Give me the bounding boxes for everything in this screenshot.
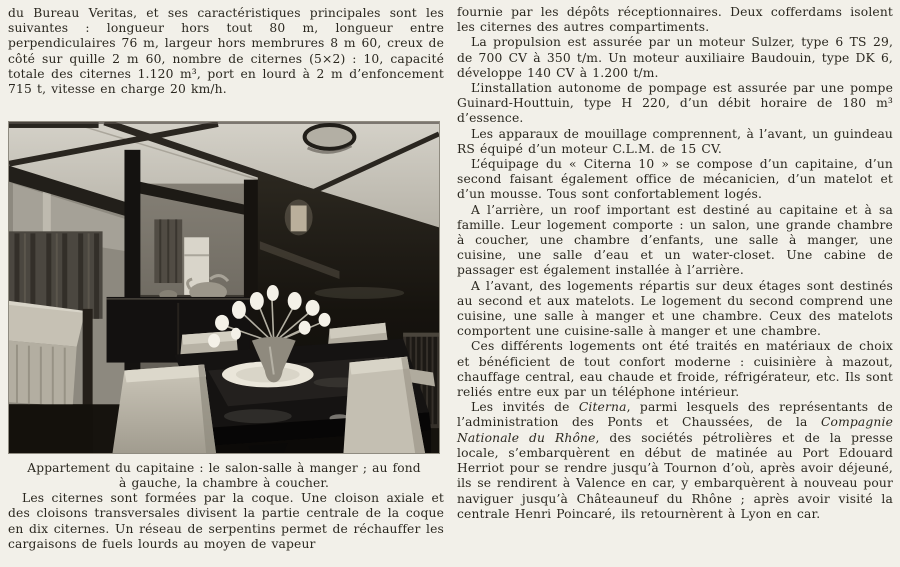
chair-front-left	[113, 365, 217, 453]
wall-sconce	[291, 206, 307, 232]
paragraph-citernes: Les citernes sont formées par la coque. Une cloison axiale et des cloisons transversales divisent la partie centrale de la coque en dix citernes. Un réseau de serpentins permet de réchauffer les cargaisons de fuels lourds au moyen de vapeur	[8, 491, 444, 551]
left-column	[8, 0, 444, 552]
ceiling-lamp	[305, 125, 355, 152]
paragraph-invites	[457, 400, 893, 522]
paragraph-pompage: L’installation autonome de pompage est assurée par une pompe Guinard-Houttuin, type H 220, d’un débit horaire de 180 m³ d’essence.	[457, 81, 893, 126]
photo-caption	[8, 461, 440, 491]
text-segment-italic-citerna: Citerna	[578, 400, 627, 415]
paragraph-roof-arriere: A l’arrière, un roof important est destiné au capitaine et à sa famille. Leur logement comporte : un salon, une grande chambre à coucher, une chambre d’enfants, une salle à manger, une cuisine, une salle d’eau et un water-closet. Une cabine de passager est également installée à l’arrière.	[457, 202, 893, 278]
paragraph-propulsion: La propulsion est assurée par un moteur Sulzer, type 6 TS 29, de 700 CV à 350 t/m. Un moteur auxiliaire Baudouin, type DK 6, développe 140 CV à 1.200 t/m.	[457, 35, 893, 80]
text-segment: Les invités de	[471, 400, 579, 415]
text-segment: , des sociétés pétrolières et de la presse locale, s’embarquèrent en début de matinée au Port Edouard Herriot pour se rendre jusqu’à Tournon d’où, après avoir déjeuné, ils se rendirent à Valence en car, y embarquèrent à nouveau pour naviguer jusqu’à Châteauneuf du Rhône ; après avoir visité la centrale Henri Poincaré, ils retournèrent à Lyon en car.	[457, 430, 893, 521]
paragraph-confort: Ces différents logements ont été traités en matériaux de choix et bénéficient de tout confort moderne : cuisinière à mazout, chauffage central, eau chaude et froide, réfrigérateur, etc. Ils sont reliés entre eux par un téléphone intérieur.	[457, 339, 893, 400]
text-segment: , parmi lesquels des représentants de l’administration des Ponts et Chaussées, de la	[457, 400, 893, 430]
paragraph-cofferdams: fournie par les dépôts réceptionnaires. Deux cofferdams isolent les citernes des autres compartiments.	[457, 5, 893, 35]
photo-captain-apartment	[8, 121, 440, 491]
right-column	[457, 0, 893, 522]
paragraph-equipage: L’équipage du « Citerna 10 » se compose d’un capitaine, d’un second faisant également office de mécanicien, d’un matelot et d’un mousse. Tous sont confortablement logés.	[457, 157, 893, 202]
photo-caption-line2: à gauche, la chambre à coucher.	[119, 476, 329, 491]
paragraph-mouillage: Les apparaux de mouillage comprennent, à l’avant, un guindeau RS équipé d’un moteur C.L.M. de 15 CV.	[457, 126, 893, 156]
paragraph-ship-characteristics: du Bureau Veritas, et ses caractéristiques principales sont les suivantes : longueur hors tout 80 m, longueur entre perpendiculaires 76 m, largeur hors membrures 8 m 60, creux de côté sur quille 2 m 60, nombre de citernes (5×2) : 10, capacité totale des citernes 1.120 m³, port en lourd à 2 m d’enfoncement 715 t, vitesse en charge 20 km/h.	[8, 6, 444, 97]
captain-salon-photo	[8, 121, 440, 454]
photo-caption-line1: Appartement du capitaine : le salon-salle à manger ; au fond	[27, 461, 421, 476]
paragraph-logements-avant: A l’avant, des logements répartis sur deux étages sont destinés au second et aux matelots. Le logement du second comprend une cuisine, une salle à manger et une chambre. Ceux des matelots comportent une cuisine-salle à manger et une chambre.	[457, 278, 893, 339]
text-segment-italic-cnr: Compagnie Nationale du Rhône	[457, 415, 893, 445]
